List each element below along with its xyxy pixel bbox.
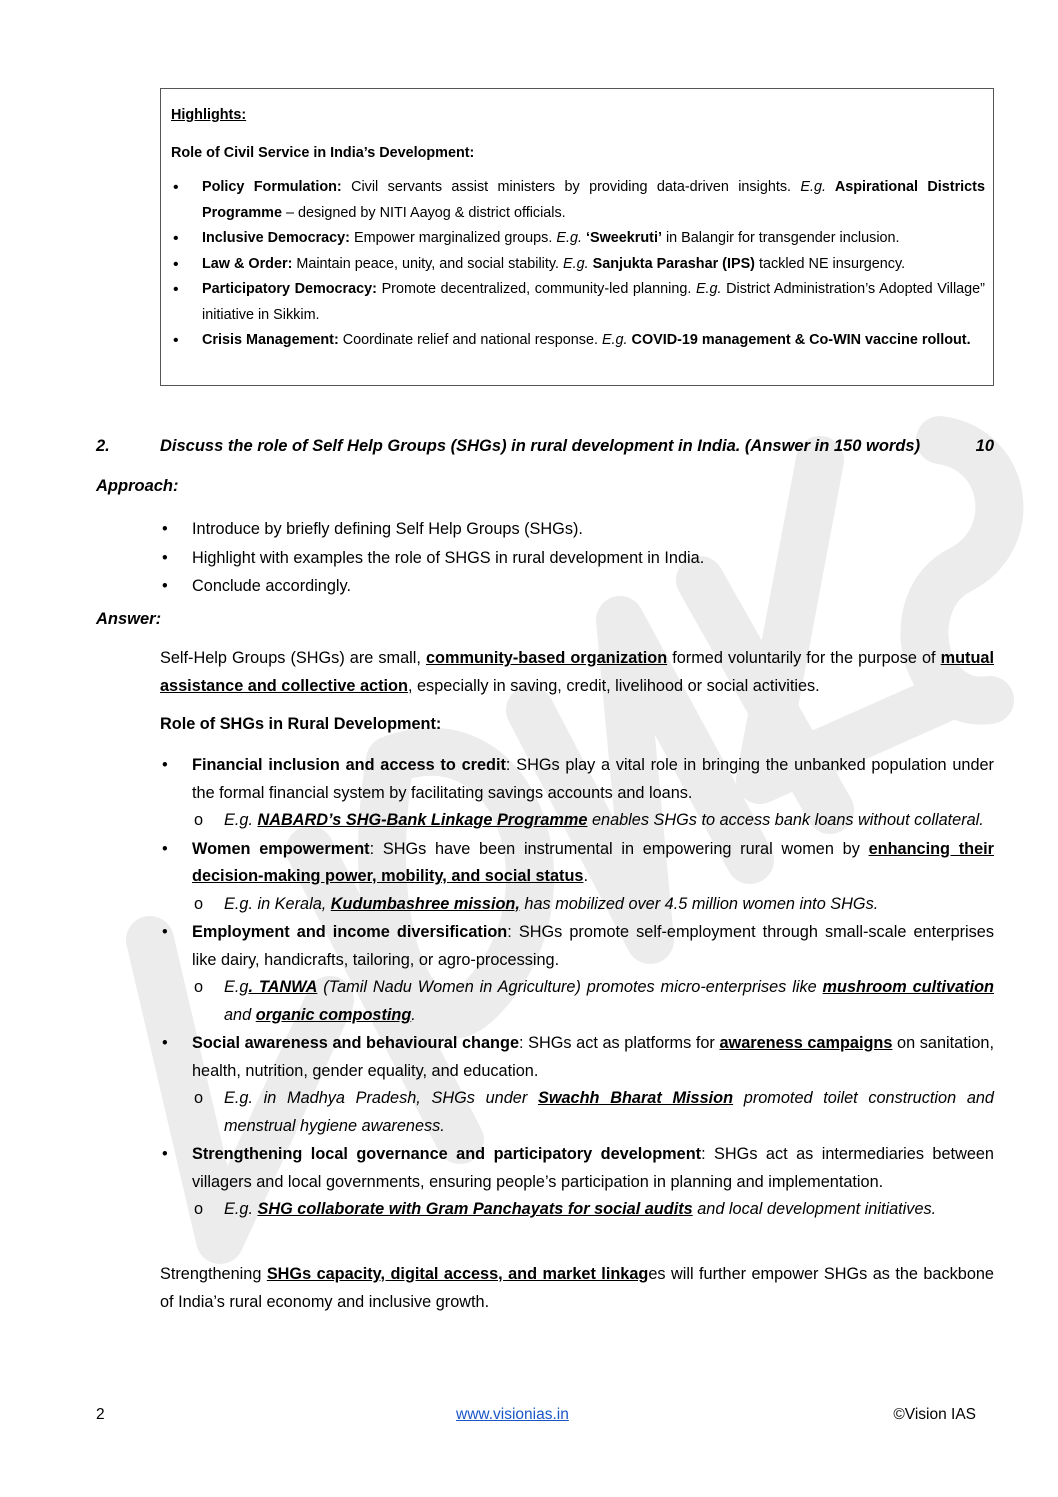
list-item: • Law & Order: Maintain peace, unity, and social stability. E.g. Sanjukta Parashar (IPS) tackled NE insurgency. — [171, 252, 985, 278]
example-item: o E.g. in Madhya Pradesh, SHGs under Swachh Bharat Mission promoted toilet construction and menstrual hygiene awareness. — [192, 1085, 994, 1140]
question-number: 2. — [96, 437, 110, 455]
list-item: • Financial inclusion and access to credit: SHGs play a vital role in bringing the unbanked population under the formal financial system by facilitating savings accounts and loans. o E.g. NABARD’s SHG-Bank Linkage Programme enables SHGs to access bank loans without collateral. — [160, 752, 994, 835]
highlights-title: Highlights: — [171, 107, 247, 123]
copyright-text: ©Vision IAS — [893, 1406, 976, 1423]
approach-list — [160, 515, 994, 601]
list-item: • Introduce by briefly defining Self Help Groups (SHGs). — [160, 515, 994, 544]
answer-heading: Answer: — [96, 610, 162, 628]
approach-heading: Approach: — [96, 477, 179, 495]
example-item: o E.g. SHG collaborate with Gram Panchayats for social audits and local development initiatives. — [192, 1196, 994, 1224]
answer-conclusion: Strengthening SHGs capacity, digital access, and market linkages will further empower SHGs as the backbone of India’s rural economy and inclusive growth. — [160, 1265, 994, 1311]
list-item: • Crisis Management: Coordinate relief and national response. E.g. COVID-19 management & Co-WIN vaccine rollout. — [171, 328, 985, 354]
example-item: o E.g. NABARD’s SHG-Bank Linkage Programme enables SHGs to access bank loans without collateral. — [192, 807, 994, 835]
question-text: Discuss the role of Self Help Groups (SHGs) in rural development in India. (Answer in 150 words) — [160, 437, 921, 455]
list-item: • Policy Formulation: Civil servants assist ministers by providing data-driven insights. E.g. Aspirational Districts Programme – designed by NITI Aayog & district officials. — [171, 175, 985, 226]
question-marks: 10 — [975, 437, 994, 455]
list-item: • Conclude accordingly. — [160, 572, 994, 601]
example-item: o E.g. in Kerala, Kudumbashree mission, has mobilized over 4.5 million women into SHGs. — [192, 891, 994, 919]
list-item: • Social awareness and behavioural change: SHGs act as platforms for awareness campaigns on sanitation, health, nutrition, gender equality, and education. o E.g. in Madhya Pradesh, SHGs under Swachh Bharat Mission promoted toilet construction and menstrual hygiene awareness. — [160, 1030, 994, 1140]
answer-intro: Self-Help Groups (SHGs) are small, community-based organization formed voluntarily for the purpose of mutual assistance and collective action, especially in saving, credit, livelihood or social activities. — [160, 649, 994, 695]
list-item: • Participatory Democracy: Promote decentralized, community-led planning. E.g. District Administration’s Adopted Village” initiative in Sikkim. — [171, 277, 985, 328]
page-number: 2 — [96, 1406, 105, 1423]
list-item: • Women empowerment: SHGs have been instrumental in empowering rural women by enhancing their decision-making power, mobility, and social status. o E.g. in Kerala, Kudumbashree mission, has mobilized over 4.5 million women into SHGs. — [160, 836, 994, 919]
list-item: • Employment and income diversification: SHGs promote self-employment through small-scale enterprises like dairy, handicrafts, tailoring, or agro-processing. o E.g. TANWA (Tamil Nadu Women in Agriculture) promotes micro-enterprises like mushroom cultivation and organic composting. — [160, 919, 994, 1029]
highlights-list — [171, 175, 985, 354]
highlights-subtitle: Role of Civil Service in India’s Development: — [171, 144, 475, 161]
list-item: • Highlight with examples the role of SHGS in rural development in India. — [160, 544, 994, 573]
role-list — [160, 752, 994, 1225]
website-link[interactable]: www.visionias.in — [456, 1406, 569, 1423]
role-heading: Role of SHGs in Rural Development: — [160, 715, 442, 733]
list-item: • Strengthening local governance and participatory development: SHGs act as intermediaries between villagers and local governments, ensuring people’s participation in planning and implementation. o E.g. SHG collaborate with Gram Panchayats for social audits and local development initiatives. — [160, 1141, 994, 1224]
list-item: • Inclusive Democracy: Empower marginalized groups. E.g. ‘Sweekruti’ in Balangir for transgender inclusion. — [171, 226, 985, 252]
example-item: o E.g. TANWA (Tamil Nadu Women in Agriculture) promotes micro-enterprises like mushroom cultivation and organic composting. — [192, 974, 994, 1029]
highlights-box — [160, 88, 994, 386]
